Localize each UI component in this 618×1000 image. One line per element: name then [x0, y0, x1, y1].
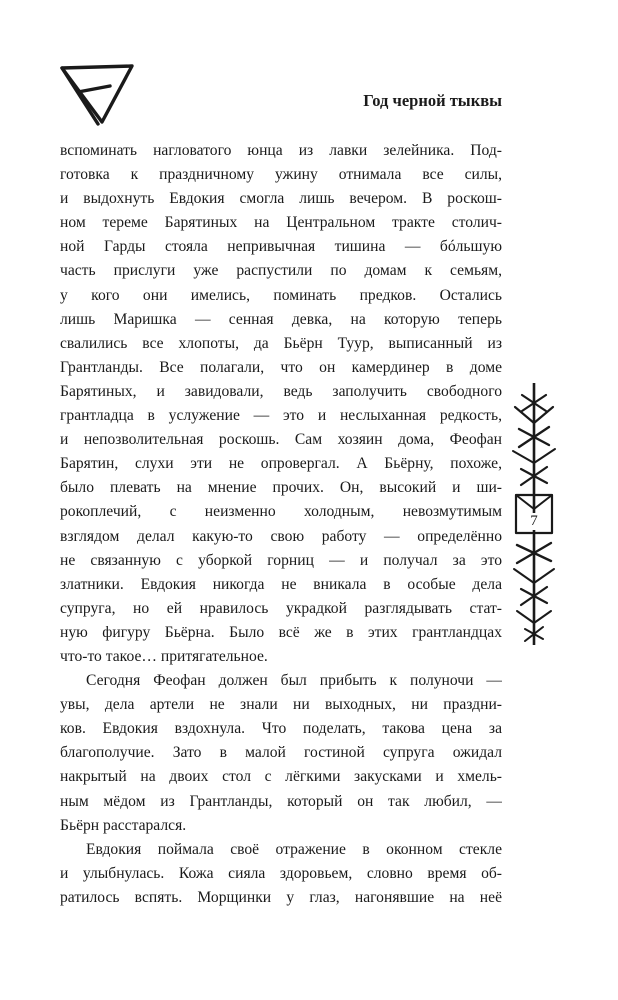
text-line: взглядом делал какую-то свою работу — определённо [60, 527, 502, 545]
text-line: было плевать на мнение прочих. Он, высокий и ши- [60, 479, 502, 497]
text-line: и непозволительная роскошь. Сам хозяин дома, Феофан [60, 431, 502, 449]
text-line: златники. Евдокия никогда не вникала в особые дела [60, 575, 502, 593]
text-line: и выдохнуть Евдокия смогла лишь вечером. В роскош- [60, 190, 502, 208]
text-line: Бьёрн расстарался. [60, 816, 187, 834]
text-line: часть прислуги уже распустили по домам к семьям, [60, 262, 502, 280]
text-line: ным мёдом из Грантланды, который он так любил, — [60, 792, 502, 810]
text-line: рокоплечий, с неизменно холодным, невозмутимым [60, 503, 502, 521]
text-line: Грантланды. Все полагали, что он камердинер в доме [60, 358, 502, 376]
text-line: Сегодня Феофан должен был прибыть к полуночи — [86, 672, 502, 690]
text-line: ной Гарды стояла непривычная тишина — бóльшую [60, 238, 502, 256]
text-line: вспоминать нагловатого юнца из лавки зелейника. Под- [60, 142, 502, 159]
text-line: Барятин, слухи эти не опровергал. А Бьёрну, похоже, [60, 455, 502, 473]
text-line: благополучие. Зато в малой гостиной супруга ожидал [60, 744, 502, 762]
text-line: и улыбнулась. Кожа сияла здоровьем, словно время об- [60, 864, 502, 882]
text-line: у кого они имелись, поминать предков. Остались [60, 286, 502, 304]
triangle-rune-icon [58, 62, 136, 128]
text-line: Евдокия поймала своё отражение в оконном стекле [86, 840, 502, 858]
text-line: увы, дела артели не знали ни выходных, ни праздни- [60, 696, 502, 714]
page-number: 7 [522, 513, 546, 530]
text-line: ном тереме Барятиных на Центральном тракте столич- [60, 214, 502, 232]
text-line: накрытый на двоих стол с лёгкими закусками и хмель- [60, 768, 502, 786]
text-line: ков. Евдокия вздохнула. Что поделать, такова цена за [60, 720, 502, 738]
text-line: ратилось вспять. Морщинки у глаз, нагонявшие на неё [60, 888, 502, 906]
text-line: Барятиных, и завидовали, ведь заполучить свободного [60, 382, 502, 400]
text-line: не связанную с уборкой горниц — и получал за это [60, 551, 502, 569]
text-line: супруга, но ей нравилось украдкой разглядывать стат- [60, 599, 502, 617]
text-line: ную фигуру Бьёрна. Было всё же в этих грантландцах [60, 623, 502, 641]
body-text [60, 139, 502, 910]
text-line: грантладца в услужение — это и неслыханная редкость, [60, 407, 502, 425]
text-line: готовка к праздничному ужину отнимала все силы, [60, 166, 502, 184]
running-title: Год черной тыквы [363, 91, 502, 110]
text-line: лишь Маришка — сенная девка, на которую теперь [60, 310, 502, 328]
text-line: свалились все хлопоты, да Бьёрн Туур, выписанный из [60, 334, 502, 352]
text-line: что-то такое… притягательное. [60, 647, 268, 665]
